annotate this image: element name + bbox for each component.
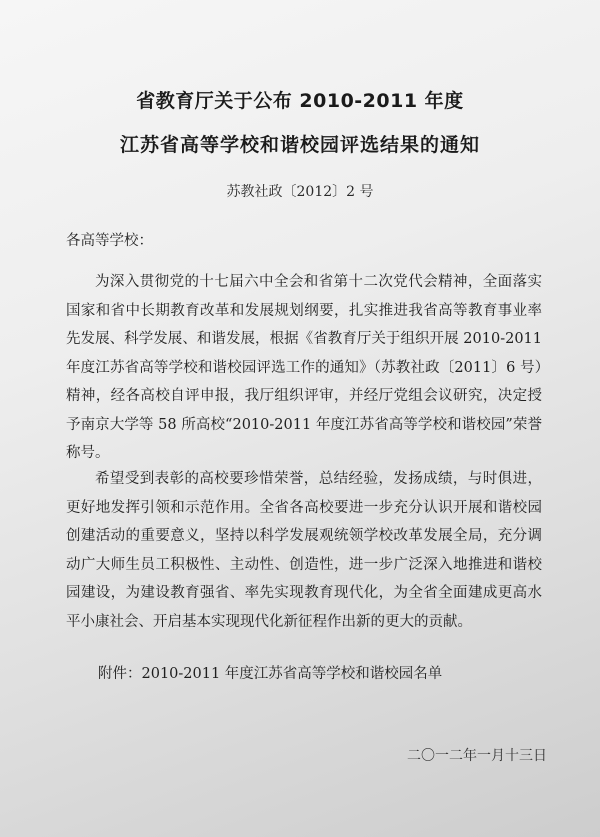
document-number: 苏教社政〔2012〕2 号 (226, 184, 374, 200)
document-title-line-2: 江苏省高等学校和谐校园评选结果的通知 (119, 134, 480, 156)
addressee: 各高等学校： (66, 233, 153, 249)
attachment-note: 附件：2010-2011 年度江苏省高等学校和谐校园名单 (98, 666, 443, 682)
body-paragraph-1: 为深入贯彻党的十七届六中全会和省第十二次党代会精神，全面落实国家和省中长期教育改革和发展规划纲要，扎实推进我省高等教育事业率先发展、科学发展、和谐发展，根据《省教育厅关于组织开展 2010-2011 年度江苏省高等学校和谐校园评选工作的通知》（苏教社政〔2011〕6 号）精神，经各高校自评申报，我厅组织评审，并经厅党组会议研究，决定授予南京大学等 58 所高校“2010-2011 年度江苏省高等学校和谐校园”荣誉称号。 (66, 274, 542, 461)
issue-date: 二〇一二年一月十三日 (407, 748, 547, 764)
body-paragraph-2: 希望受到表彰的高校要珍惜荣誉，总结经验，发扬成绩，与时俱进，更好地发挥引领和示范作用。全省各高校要进一步充分认识开展和谐校园创建活动的重要意义，坚持以科学发展观统领学校改革发展全局，充分调动广大师生员工积极性、主动性、创造性，进一步广泛深入地推进和谐校园建设，为建设教育强省、率先实现教育现代化，为全省全面建成更高水平小康社会、开启基本实现现代化新征程作出新的更大的贡献。 (66, 471, 542, 630)
document-title-line-1: 省教育厅关于公布 2010-2011 年度 (136, 90, 464, 112)
